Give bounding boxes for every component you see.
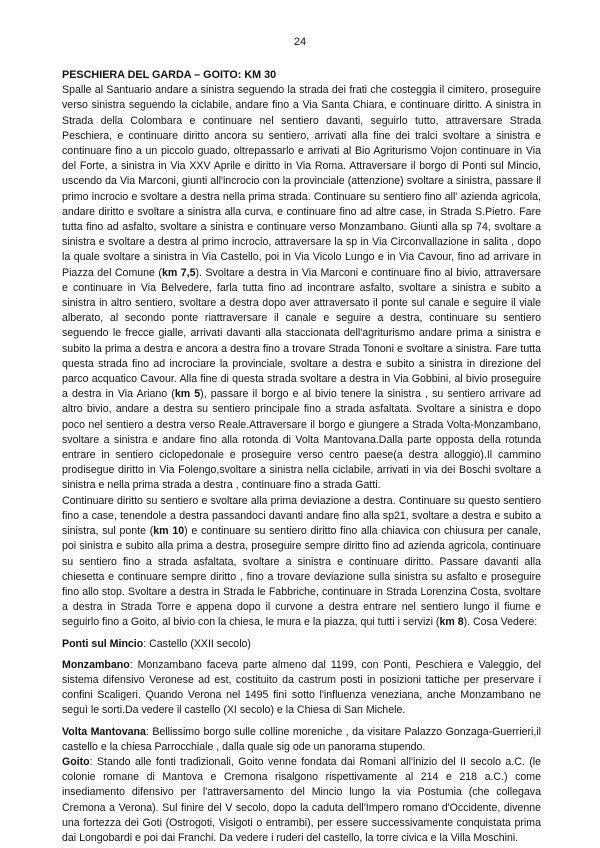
paragraph-text: ). Cosa Vedere: — [463, 616, 538, 629]
sight-goito — [62, 755, 541, 846]
route-paragraph-2 — [62, 494, 541, 631]
distance-marker: km 10 — [153, 525, 185, 538]
sight-monzambano-label: Monzambano — [62, 658, 130, 671]
sight-ponti-text: : Castello (XXII secolo) — [143, 637, 251, 650]
sight-goito-label: Goito — [62, 755, 90, 768]
section-title: PESCHIERA DEL GARDA – GOITO: KM 30 — [62, 69, 277, 81]
paragraph-text: ), passare il borgo e al bivio tenere la sinistra , su sentiero arrivare ad altro bivio, andare a destra su sentiero principale fino a strada asfaltata. Svoltare a sinistra e dopo poco nel sentiero a destra verso Reale.Attraversare il borgo e giungere a Strada Volta-Monzambano, svoltare a sinistra e andare fino alla rotonda di Volta Mantovana.Dalla parte opposta della rotunda entrare in sentiero ciclopedonale e proseguire verso centro paese(a destra alloggio).Il cammino prodisegue diritto in Via Folengo,svoltare a sinistra nella ciclabile, arrivati in via dei Boschi svoltare a sinistra e nella prima strada a destra , continuare fino a strada Gatti. — [62, 388, 542, 492]
sight-ponti — [62, 637, 541, 652]
paragraph-text: ) e continuare su sentiero diritto fino alla chiavica con chiusura per canale, poi sinistra e subito alla prima a destra, proseguire sempre diritto fino ad azienda agricola, continuare su sentiero fino a strada asfaltata, svoltare a sinistra e continuare diritto. Passare davanti alla chiesetta e continuare sempre diritto , fino a trovare deviazione sulla sinistra su asfalto e proseguire fino allo stop. Svoltare a destra in Strada le Fabbriche, continuare in Strada Lorenzina Costa, svoltare a destra in Strada Torre e appena dopo il curvone a destra entrare nel sentiero lungo il fiume e seguirlo fino a Goito, al bivio con la chiesa, le mura e la piazza, qui tutti i servizi ( — [62, 525, 541, 629]
distance-marker: km 7,5 — [161, 266, 196, 279]
page-content — [62, 68, 541, 846]
sight-monzambano — [62, 658, 541, 719]
distance-marker: km 8 — [439, 616, 464, 629]
paragraph-text: ). Svoltare a destra in Via Marconi e continuare fino al bivio, attraversare e continuare in Via Belvedere, farla tutta fino ad incontrare asfalto, svoltare a sinistra e subito a sinistra in altro sentiero, svoltare a destra dopo aver attraversato il ponte sul canale e seguire il viale alberato, al secondo ponte riattraversare il canale e seguire a destra, continuare su sentiero seguendo le frecce gialle, arrivati davanti alla staccionata dell'agriturismo andare prima a sinistra e subito la prima a destra e ancora a destra fino a trovare Strada Tononi e svoltare a sinistra. Fare tutta questa strada fino ad incrociare la provinciale, svoltare a destra e subito a sinistra in direzione del parco acquatico Cavour. Alla fine di questa strada svoltare a destra in Via Gobbini, al bivio proseguire a destra in Via Ariano ( — [62, 266, 541, 401]
route-paragraph-1 — [62, 83, 541, 493]
sight-volta-text: : Bellissimo borgo sulle colline moreniche , da visitare Palazzo Gonzaga-Guerrieri,il castello e la chiesa Parrocchiale , dalla quale sig ode un panorama stupendo. — [62, 725, 541, 753]
sight-volta — [62, 725, 541, 755]
sight-goito-text: : Stando alle fonti tradizionali, Goito venne fondata dai Romani all'inizio del II secolo a.C. (le colonie romane di Mantova e Cremona risalgono rispettivamente al 214 e 218 a.C.) come insediamento difensivo per l'attraversamento del Mincio lungo la via Postumia (che collegava Cremona a Verona). Sul finire del V secolo, dopo la caduta dell'Impero romano d'Occidente, divenne una fortezza dei Goti (Ostrogoti, Visigoti o entrambi), per essere successivamente conquistata prima dai Longobardi e poi dai Franchi. Da vedere i ruderi del castello, la torre civica e la Villa Moschini. — [62, 755, 541, 844]
distance-marker: km 5 — [174, 388, 201, 401]
sight-ponti-label: Ponti sul Mincio — [62, 637, 144, 650]
page-number: 24 — [293, 36, 307, 48]
paragraph-text: Continuare diritto su sentiero e svoltare alla prima deviazione a destra. Continuare su questo sentiero fino a case, tenendole a destra passandoci davanti andare fino alla sp21, svoltare a destra e subito a sinistra, sul ponte ( — [62, 494, 541, 538]
sight-volta-label: Volta Mantovana — [62, 725, 146, 738]
paragraph-text: Spalle al Santuario andare a sinistra seguendo la strada dei frati che costeggia il cimitero, proseguire verso sinistra seguendo la ciclabile, andare fino a Via Santa Chiara, e continuare diritto. A sinistra in Strada della Colombara e continuare nel sentiero davanti, seguirlo tutto, attraversare Strada Peschiera, e continuare diritto ancora su sentiero, arrivati alla fine dei tralci svoltare a sinistra e continuare fino a un piccolo guado, oltrepassarlo e arrivati al Bio Agriturismo Vojon continuare in Via del Forte, a sinistra in Via XXV Aprile e diritto in Via Roma. Attraversare il borgo di Ponti sul Mincio, uscendo da Via Marconi, giunti all'incrocio con la provinciale (attenzione) svoltare a sinistra, passare il primo incrocio e svoltare a destra nella prima strada. Continuare su sentiero fino all' azienda agricola, andare diritto e svoltare a sinistra alla curva, e continuare fino ad altre case, in Strada S.Pietro. Fare tutta fino ad asfalto, svoltare a sinistra e continuare verso Monzambano. Giunti alla sp 74, svoltare a sinistra e svoltare a destra al primo incrocio, attraversare la sp in Via Circonvallazione in salita , dopo la quale svoltare a sinistra in Via Castello, poi in Via Vicolo Lungo e in Via Cavour, fino ad arrivare in Piazza del Comune ( — [62, 84, 541, 279]
sight-monzambano-text: : Monzambano faceva parte almeno dal 1199, con Ponti, Peschiera e Valeggio, del sistema difensivo Veronese ad est, costituito da castrum posti in posizioni tattiche per preservare i confini Scaligeri. Quando Verona nel 1495 finì sotto l'influenza veneziana, anche Monzambano ne seguì le sorti.Da vedere il castello (XI secolo) e la Chiesa di San Michele. — [62, 658, 541, 717]
